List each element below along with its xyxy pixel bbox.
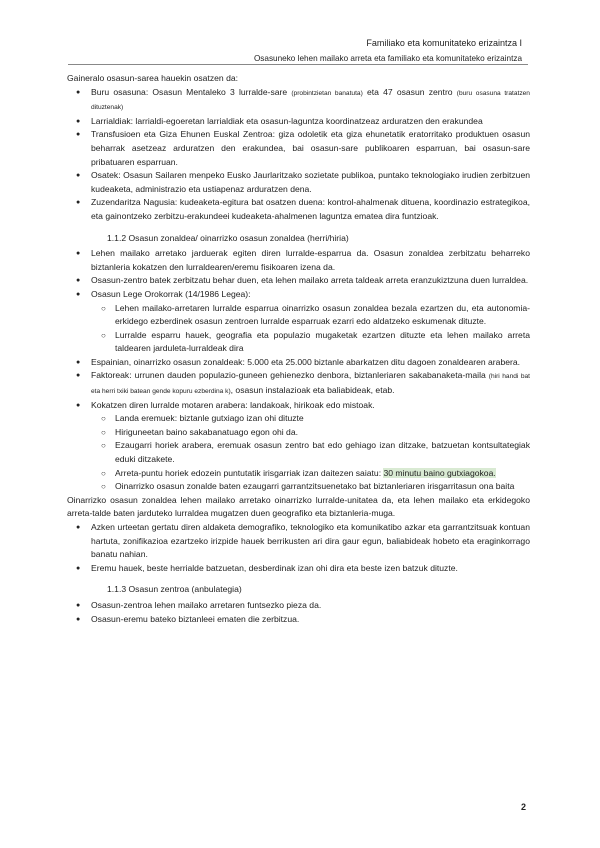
header-divider (68, 64, 528, 65)
zonalde-list (67, 247, 530, 494)
sub-list-item: ○ Arreta-puntu horiek edozein puntutatik irisgarriak izan daitezen saiatu: 30 minutu baino gutxiagokoa. (67, 467, 530, 481)
list-item: ● Osasun-eremu bateko biztanleei ematen die zerbitzua. (67, 613, 530, 627)
list-item: ● Faktoreak: urrunen dauden populazio-guneen gehienezko denbora, biztanleriaren sakabanaketa-maila (hiri handi bat eta herri txiki batean gende kopuru ezberdina k), osasun instalazioak eta baliabideak, etab. (67, 369, 530, 398)
header-subtitle: Osasuneko lehen mailako arreta eta familiako eta komunitateko erizaintza (253, 54, 522, 63)
sub-list-item: ○ Lehen mailako-arretaren lurralde esparrua oinarrizko osasun zonaldea bezala ezartzen du, eta autonomia-erkidego ezberdinek osasun zentroen lurralde esparruak ezarri edo aldatzeko eskumenak dituzte. (67, 302, 530, 329)
highlighted-text: 30 minutu baino gutxiagokoa. (383, 467, 496, 478)
list-item: ● Larrialdiak: larrialdi-egoeretan larrialdiak eta osasun-laguntza koordinatzeaz arduratzen den erakundea (67, 115, 530, 129)
sub-list-item: ○ Oinarrizko osasun zonalde baten ezaugarri garrantzitsuenetako bat biztanleriaren irisgarritasun ona baita (67, 480, 530, 494)
list-item: ● Azken urteetan gertatu diren aldaketa demografiko, teknologiko eta komunikatibo azkar eta garrantzitsuak kontuan hartuta, zonifikazioa ezartzeko irizpide hauek berrikusten ari dira gaur egun, baliabideak hobeto eta eraginkorrago banatu nahian. (67, 521, 530, 562)
sub-list-item: ○ Landa eremuek: biztanle gutxiago izan ohi dituzte (67, 412, 530, 426)
page-number: 2 (520, 802, 526, 812)
list-item: ● Zuzendaritza Nagusia: kudeaketa-egitura bat osatzen duena: kontrol-ahalmenak dituena, koordinazio estrategikoa, eta gainontzeko zerbitzu-erakundeei kudeaketa-ahalmenen laguntza ematea dira funtzioak. (67, 196, 530, 223)
intro-line: Gaineralo osasun-sarea hauekin osatzen da: (67, 73, 239, 83)
list-item: ● Lehen mailako arretako jarduerak egiten diren lurralde-esparrua da. Osasun zonaldea zerbitzatu beharreko biztanleria kokatzen den lurraldearen/eremu fisikoaren izena da. (67, 247, 530, 274)
zentro-list (67, 599, 530, 626)
paragraph: Oinarrizko osasun zonaldea lehen mailako arretako oinarrizko lurralde-unitatea da, eta lehen mailako eta erkidegoko arreta-talde baten jarduteko lurraldea mugatzen duen geografiko eta biztanleria-muga. (67, 494, 530, 519)
sub-list-item: ○ Lurralde esparru hauek, geografia eta populazio mugaketak ezartzen dituzte eta lehen mailako arreta taldearen jarduleta-lurraldeak dira (67, 329, 530, 356)
list-item: ● Osasun-zentroa lehen mailako arretaren funtsezko pieza da. (67, 599, 530, 613)
section-heading-112: 1.1.2 Osasun zonaldea/ oinarrizko osasun zonaldea (herri/hiria) (107, 232, 349, 243)
list-item: ● Osasun-zentro batek zerbitzatu behar duen, eta lehen mailako arreta taldeak arreta eranzukiztzuna duen lurraldea. (67, 274, 530, 288)
list-item: ● Buru osasuna: Osasun Mentaleko 3 lurralde-sare (probintzietan banatuta) eta 47 osasun zentro (buru osasuna tratatzen dituztenak) (67, 86, 530, 115)
list-item: ● Espainian, oinarrizko osasun zonaldeak: 5.000 eta 25.000 biztanle abarkatzen ditu dagoen zonaldearen arabera. (67, 356, 530, 370)
list-item: ● Osasun Lege Orokorrak (14/1986 Legea): (67, 288, 530, 302)
network-list (67, 86, 530, 224)
sub-list-item: ○ Hiriguneetan baino sakabanatuago egon ohi da. (67, 426, 530, 440)
section-heading-113: 1.1.3 Osasun zentroa (anbulategia) (107, 584, 242, 595)
list-item: ● Eremu hauek, beste herrialde batzuetan, desberdinak izan ohi dira eta beste izen batzuk dituzte. (67, 562, 530, 576)
list-item: ● Osatek: Osasun Sailaren menpeko Eusko Jaurlaritzako sozietate publikoa, puntako teknologiako irudien zerbitzuen kudeaketa, administrazio eta ustiapenaz arduratzen dena. (67, 169, 530, 196)
zonalde-list-2 (67, 521, 530, 575)
sub-list-item: ○ Ezaugarri horiek arabera, eremuak osasun zentro bat edo gehiago izan ditzake, batzuetan kontsultategiak eduki ditzakete. (67, 439, 530, 466)
header-title: Familiako eta komunitateko erizaintza I (366, 38, 522, 48)
list-item: ● Kokatzen diren lurralde motaren arabera: landakoak, hirikoak edo mistoak. (67, 399, 530, 413)
list-item: ● Transfusioen eta Giza Ehunen Euskal Zentroa: giza odoletik eta giza ehunetatik eratorritako produktuen osasun beharrak asetzeaz arduratzen den erakundea, bai osasun-sare publikoaren esparruan, bai osasun-sare pribatuaren esparruan. (67, 128, 530, 169)
page-content (67, 72, 530, 626)
